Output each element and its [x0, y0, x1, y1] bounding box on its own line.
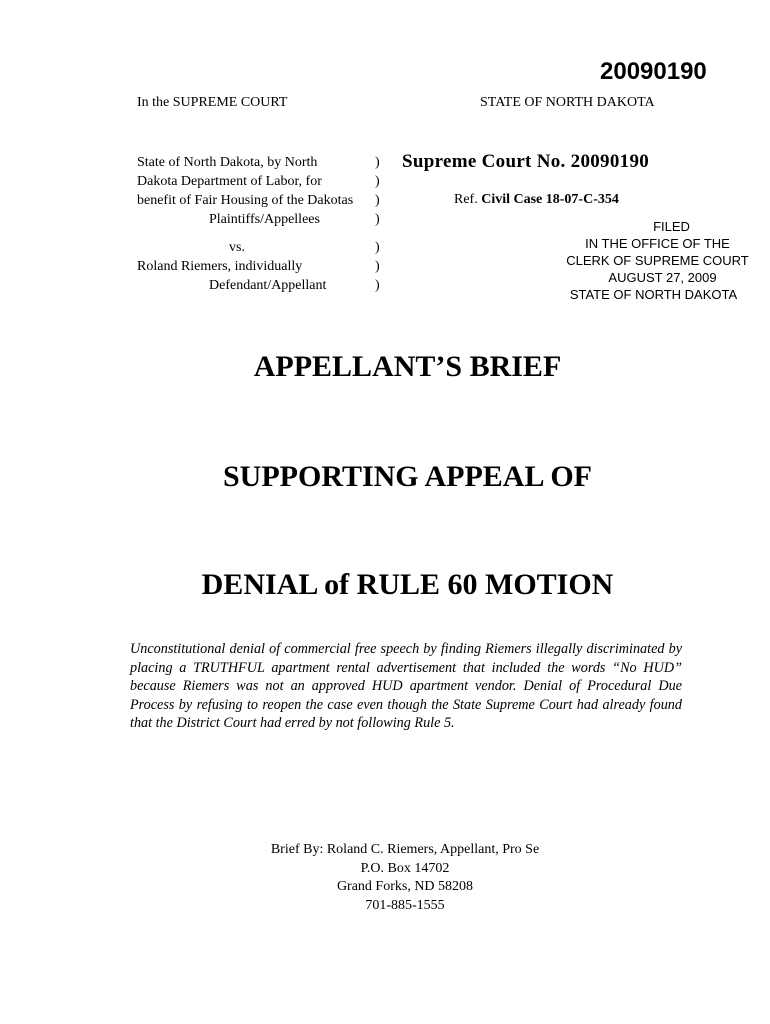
filed-stamp-line: STATE OF NORTH DAKOTA: [569, 287, 738, 302]
caption-paren: ): [375, 212, 380, 227]
caption-paren: ): [375, 155, 380, 170]
brief-motion-title: DENIAL of RULE 60 MOTION: [201, 568, 614, 601]
caption-paren: ): [375, 193, 380, 208]
supreme-court-case-number: Supreme Court No. 20090190: [402, 151, 650, 172]
caption-paren: ): [375, 278, 380, 293]
brief-summary: Unconstitutional denial of commercial free speech by finding Riemers illegally discriminated by placing a TRUTHFUL apartment rental advertisement that included the words “No HUD” because Riemers was not an approved HUD apartment vendor. Denial of Procedural Due Process by refusing to reopen the case even though the State Supreme Court had already found that the District Court had erred by not following Rule 5.: [130, 641, 682, 731]
plaintiff-line: State of North Dakota, by North: [137, 155, 318, 170]
document-number: 20090190: [600, 58, 707, 85]
caption-paren: ): [375, 259, 380, 274]
state-name: STATE OF NORTH DAKOTA: [480, 95, 655, 110]
versus-label: vs.: [229, 240, 245, 255]
filed-stamp-line: IN THE OFFICE OF THE: [585, 236, 730, 251]
author-line: Brief By: Roland C. Riemers, Appellant, Pro Se: [270, 842, 540, 857]
filed-stamp-line: FILED: [653, 219, 690, 234]
brief-subtitle: SUPPORTING APPEAL OF: [223, 460, 592, 493]
author-address: P.O. Box 14702: [360, 860, 450, 876]
brief-title: APPELLANT’S BRIEF: [253, 350, 562, 383]
plaintiff-block: [137, 153, 353, 229]
filed-stamp: [555, 218, 760, 303]
reference-prefix: Ref.: [454, 192, 478, 207]
filed-stamp-line: AUGUST 27, 2009: [608, 270, 717, 285]
defendant-block: [137, 238, 326, 295]
defendant-name: Roland Riemers, individually: [137, 259, 303, 274]
caption-paren: ): [375, 174, 380, 189]
caption-parens-bottom: [375, 238, 380, 295]
reference-case-number: Civil Case 18-07-C-354: [481, 192, 619, 207]
court-name: In the SUPREME COURT: [137, 95, 288, 110]
plaintiff-line: Dakota Department of Labor, for: [137, 174, 322, 189]
author-city: Grand Forks, ND 58208: [336, 879, 474, 894]
filed-stamp-line: CLERK OF SUPREME COURT: [566, 253, 749, 268]
defendant-role: Defendant/Appellant: [209, 278, 327, 293]
caption-parens-top: [375, 153, 380, 229]
plaintiff-line: benefit of Fair Housing of the Dakotas: [137, 193, 354, 208]
author-block: [210, 841, 600, 915]
plaintiff-role: Plaintiffs/Appellees: [209, 212, 320, 227]
caption-paren: ): [375, 240, 380, 255]
author-phone: 701-885-1555: [365, 897, 445, 913]
reference-case: [454, 192, 619, 208]
